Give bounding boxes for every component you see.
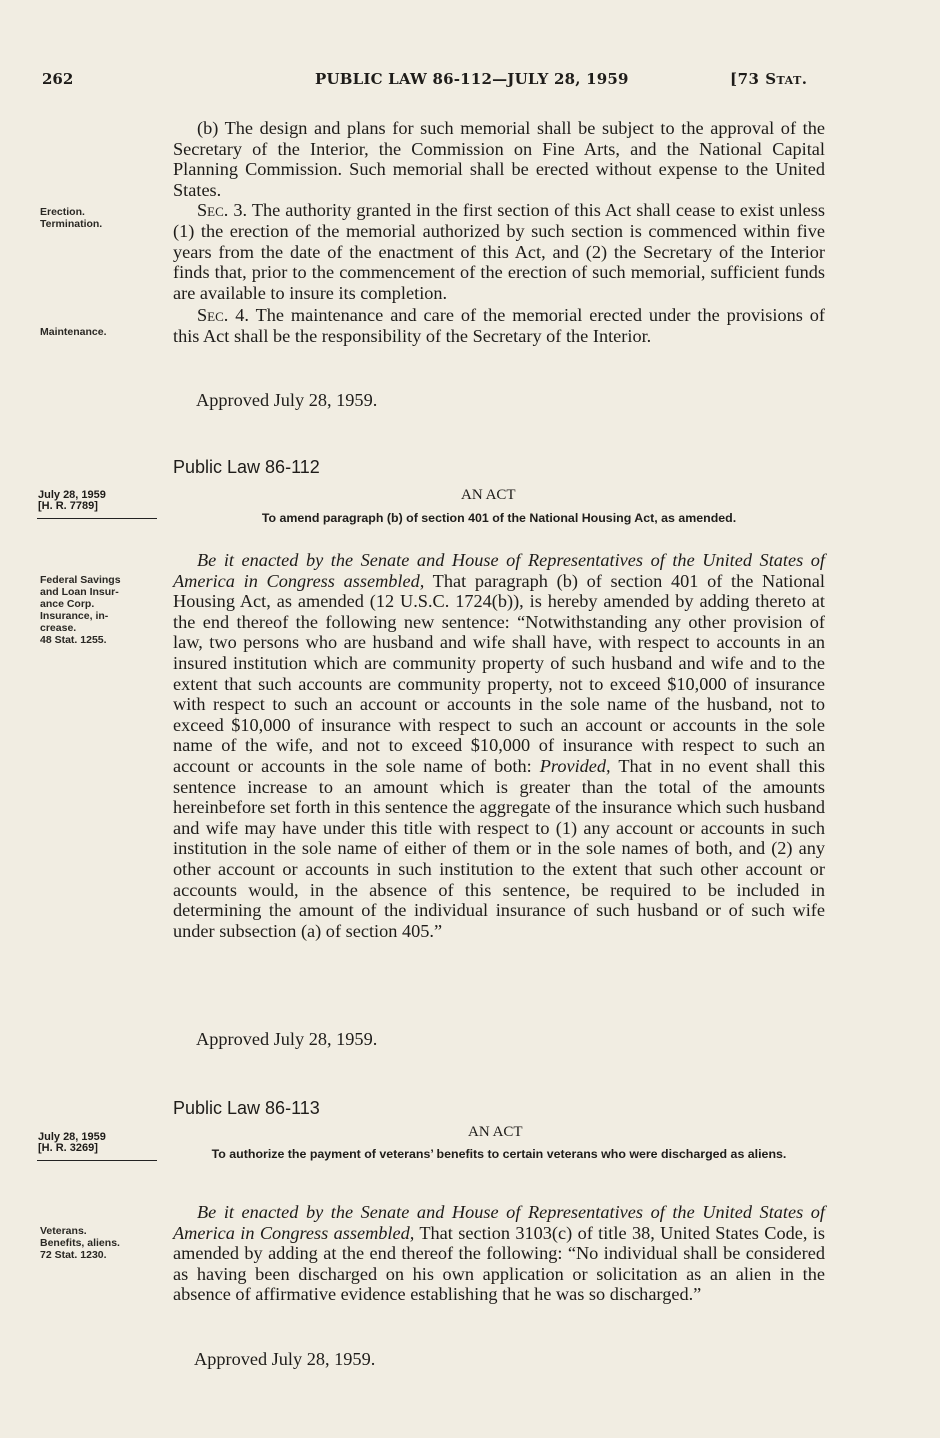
law-112-title: Public Law 86-112 xyxy=(173,457,320,477)
margin-note-federal xyxy=(40,574,121,646)
approved-date-1: Approved July 28, 1959. xyxy=(196,390,378,410)
law-113-title: Public Law 86-113 xyxy=(173,1098,320,1118)
law-112-date-line: July 28, 1959 xyxy=(38,489,106,501)
statute-volume: [73 xyxy=(730,70,760,88)
margin-federal-line-4: Insurance, in- xyxy=(40,610,109,622)
law-112-enacting-clause: Be it enacted by the Senate and House of Representatives of the United States of America in Congress assembled, xyxy=(173,550,825,591)
margin-termination-line: Termination. xyxy=(40,218,103,230)
law-113-bill-line: [H. R. 3269] xyxy=(38,1142,98,1154)
law-112-paragraph xyxy=(173,550,825,941)
section-b-paragraph: (b) The design and plans for such memorial shall be subject to the approval of the Secretary of the Interior, the Commission on Fine Arts, and the National Capital Planning Commission. Such memorial shall be erected without expense to the United States. xyxy=(173,118,825,200)
statute-reference xyxy=(730,70,807,88)
law-112-text-2: That in no event shall this sentence increase to an amount which is greater than the total of the amounts hereinbefore set forth in this sentence the aggregate of the insurance which such husband and wife may have under this title with respect to (1) any account or accounts in such institution in the sole name of either of them or in the sole names of both, and (2) any other account or accounts in such institution to the extent that such other account or accounts would, in the absence of this sentence, be required to be included in determining the amount of the individual insurance of such husband or of such wife under subsection (a) of section 405.” xyxy=(173,755,826,941)
approved-date-3: Approved July 28, 1959. xyxy=(194,1349,376,1369)
law-112-text-1: That paragraph (b) of section 401 of the National Housing Act, as amended (12 U.S.C. 1724(b)), is hereby amended by adding thereto at the end thereof the following new sentence: “Notwithstanding any other provision of law, two persons who are husband and wife shall have, with respect to accounts in an insured institution which are community property of such husband and wife and to the extent that such accounts are community property, not to exceed $10,000 of insurance with respect to such an account or accounts in the sole name of the husband, not to exceed $10,000 of insurance with respect to such an account or accounts in the sole name of the wife, and not to exceed $10,000 of insurance with respect to such an account or accounts in the sole name of both: xyxy=(173,570,825,776)
margin-note-maintenance: Maintenance. xyxy=(40,326,107,338)
law-113-purpose: To authorize the payment of veterans’ benefits to certain veterans who were discharged as aliens. xyxy=(211,1147,787,1161)
margin-federal-line-6: 48 Stat. 1255. xyxy=(40,634,107,646)
margin-erection-line: Erection. xyxy=(40,206,85,218)
law-113-enacting-clause: Be it enacted by the Senate and House of Representatives of the United States of America in Congress assembled, xyxy=(173,1202,825,1243)
law-112-bill-line: [H. R. 7789] xyxy=(38,500,98,512)
margin-veterans-line-1: Veterans. xyxy=(40,1225,87,1237)
law-113-date-line: July 28, 1959 xyxy=(38,1131,106,1143)
margin-federal-line-5: crease. xyxy=(40,622,77,634)
margin-veterans-line-2: Benefits, aliens. xyxy=(40,1237,120,1249)
law-112-purpose: To amend paragraph (b) of section 401 of the National Housing Act, as amended. xyxy=(261,511,737,525)
running-title: PUBLIC LAW 86-112—JULY 28, 1959 xyxy=(315,70,629,88)
margin-veterans-line-3: 72 Stat. 1230. xyxy=(40,1249,107,1261)
statute-label: Stat. xyxy=(765,70,808,88)
law-113-an-act: AN ACT xyxy=(468,1124,523,1140)
margin-federal-line-2: and Loan Insur- xyxy=(40,586,119,598)
section-3-label: Sec. 3. xyxy=(197,200,248,221)
continued-section xyxy=(173,118,825,347)
law-112-rule xyxy=(37,518,157,519)
law-112-date xyxy=(38,490,106,512)
section-4-label: Sec. 4. xyxy=(197,305,249,326)
section-3-text: The authority granted in the first section of this Act shall cease to exist unless (1) the erection of the memorial authorized by such section is commenced within five years from the date of the enactment of this Act, and (2) the Secretary of the Interior finds that, prior to the commencement of the erection of such memorial, sufficient funds are available to insure its completion. xyxy=(173,200,825,303)
law-113-paragraph xyxy=(173,1202,825,1305)
margin-note-erection xyxy=(40,206,102,230)
law-112-provided: Provided, xyxy=(539,755,611,776)
margin-federal-line-3: ance Corp. xyxy=(40,598,95,610)
margin-federal-line-1: Federal Savings xyxy=(40,574,121,586)
section-4-paragraph xyxy=(173,305,825,346)
law-112-an-act: AN ACT xyxy=(461,487,516,503)
law-113-rule xyxy=(37,1160,157,1161)
law-112-body xyxy=(173,550,825,941)
page-number: 262 xyxy=(42,70,74,88)
law-113-body xyxy=(173,1202,825,1305)
section-4-text: The maintenance and care of the memorial erected under the provisions of this Act shall be the responsibility of the Secretary of the Interior. xyxy=(173,305,825,346)
approved-date-2: Approved July 28, 1959. xyxy=(196,1029,378,1049)
margin-note-veterans xyxy=(40,1225,120,1261)
section-3-paragraph xyxy=(173,200,825,303)
law-113-text: That section 3103(c) of title 38, United States Code, is amended by adding at the end thereof the following: “No individual shall be considered as having been discharged on his own application or solicitation as an alien in the absence of affirmative evidence establishing that he was so discharged.” xyxy=(173,1222,825,1305)
law-113-date xyxy=(38,1132,106,1154)
